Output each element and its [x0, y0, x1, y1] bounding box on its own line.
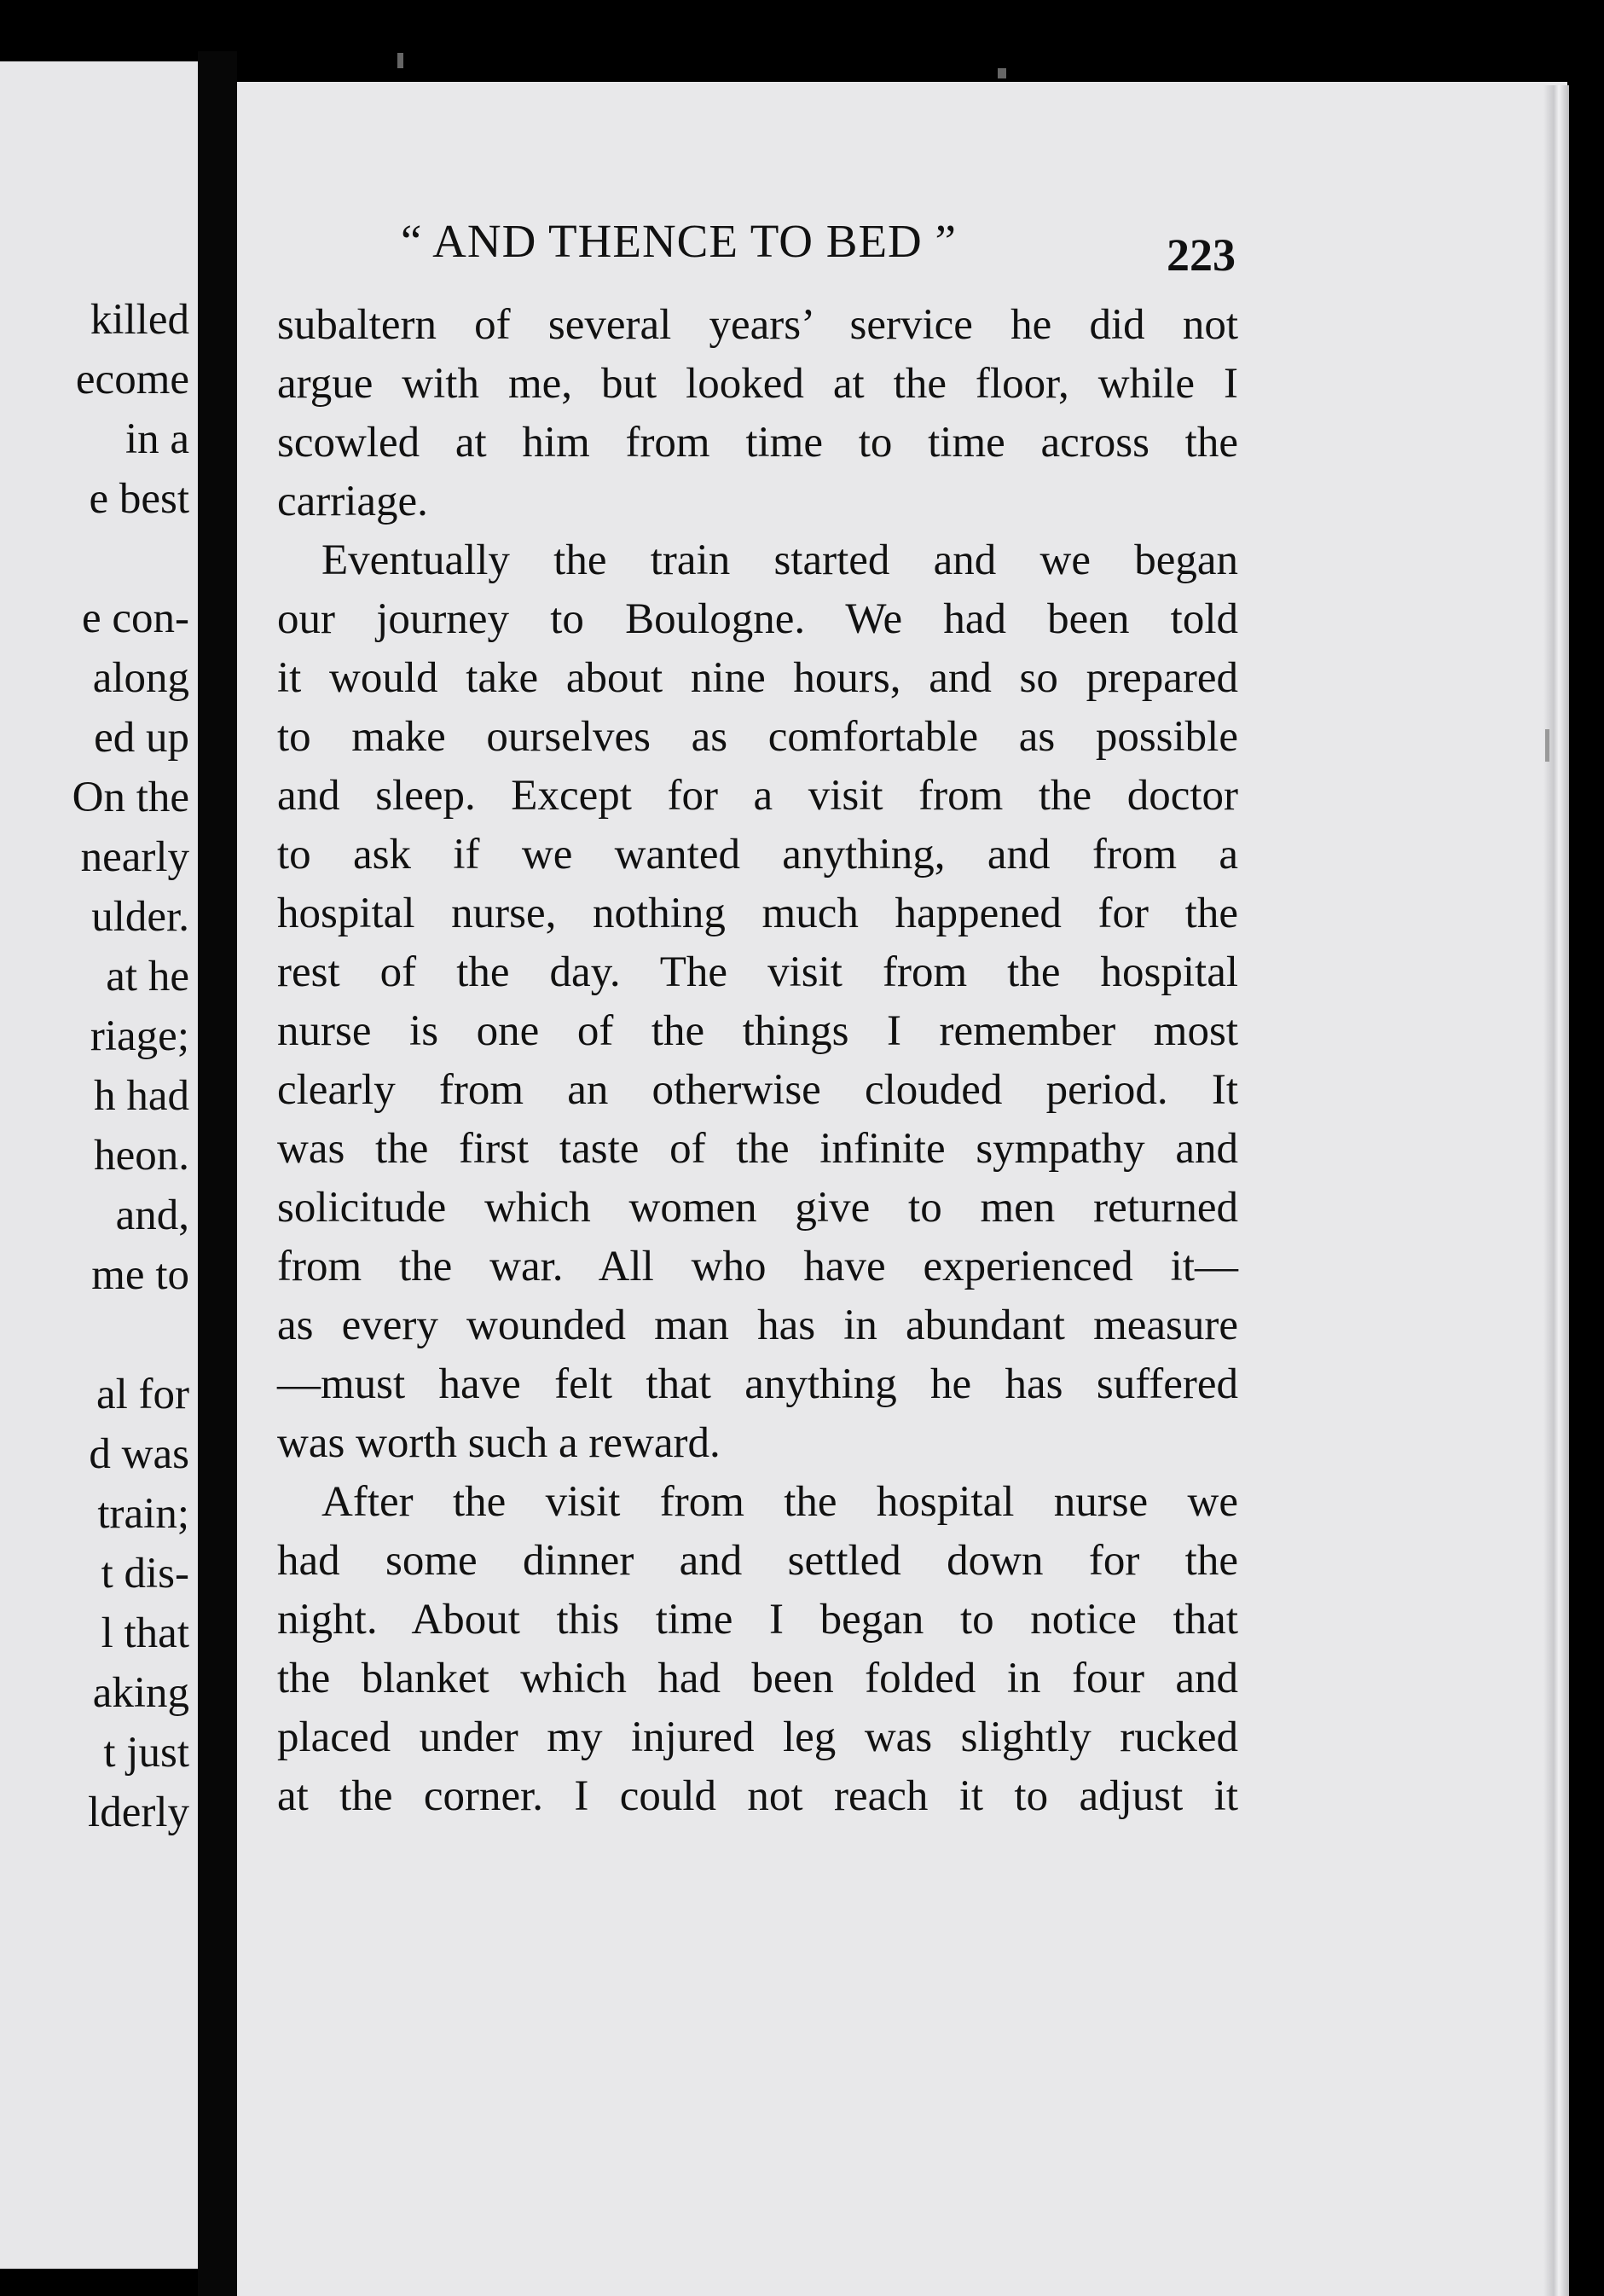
text-line: at the corner. I could not reach it to adjust it [277, 1772, 1238, 1820]
text-line: hospital nurse, nothing much happened for the [277, 890, 1238, 937]
text-line: the blanket which had been folded in four and [277, 1655, 1238, 1702]
left-page-line: at he [106, 953, 189, 1000]
text-line: subaltern of several years’ service he did not [277, 301, 1238, 349]
running-head: “ AND THENCE TO BED ” [401, 215, 957, 267]
left-page-line: train; [97, 1490, 189, 1538]
left-page-line: h had [94, 1072, 189, 1120]
text-line: —must have felt that anything he has suffered [277, 1360, 1238, 1408]
page-number: 223 [1167, 229, 1236, 281]
text-line: and sleep. Except for a visit from the doctor [277, 772, 1238, 820]
left-page-line: me to [91, 1251, 189, 1299]
text-line: as every wounded man has in abundant measure [277, 1302, 1238, 1349]
left-page-line: aking [92, 1669, 189, 1717]
left-page-line: On the [72, 774, 189, 821]
text-line: scowled at him from time to time across the [277, 419, 1238, 467]
left-page-line: heon. [94, 1132, 189, 1180]
left-page-line: e best [89, 475, 189, 523]
text-line: had some dinner and settled down for the [277, 1537, 1238, 1585]
text-line: nurse is one of the things I remember most [277, 1007, 1238, 1055]
text-line: clearly from an otherwise clouded period. It [277, 1066, 1238, 1114]
left-page-line: ecome [75, 356, 189, 403]
left-page-line: ulder. [91, 893, 189, 941]
text-line: solicitude which women give to men returned [277, 1184, 1238, 1232]
left-page-line: along [92, 654, 189, 702]
left-page-line: e con- [81, 594, 189, 642]
text-line: argue with me, but looked at the floor, while I [277, 360, 1238, 408]
text-line: to ask if we wanted anything, and from a [277, 831, 1238, 878]
left-page-line: al for [96, 1371, 189, 1418]
left-page-line: in a [124, 415, 189, 463]
left-page-line: nearly [80, 833, 189, 881]
text-line: it would take about nine hours, and so prepared [277, 654, 1238, 702]
page-edge [1543, 85, 1569, 2296]
left-page-line: t dis- [101, 1550, 189, 1597]
text-line: our journey to Boulogne. We had been told [277, 595, 1238, 643]
left-page-line: and, [115, 1191, 189, 1239]
left-page-line: t just [103, 1729, 189, 1777]
text-line: rest of the day. The visit from the hospital [277, 948, 1238, 996]
scan-speck [397, 53, 403, 68]
text-line: Eventually the train started and we began [321, 536, 1238, 584]
left-page-line: lderly [88, 1789, 189, 1836]
scan-speck [1545, 729, 1549, 762]
scan-speck [998, 68, 1006, 78]
left-page-line: ed up [94, 714, 189, 762]
text-line: night. About this time I began to notice that [277, 1596, 1238, 1644]
text-line: placed under my injured leg was slightly rucked [277, 1713, 1238, 1761]
left-page-line: riage; [90, 1012, 189, 1060]
left-page-line: l that [101, 1609, 189, 1657]
text-line: After the visit from the hospital nurse we [321, 1478, 1238, 1526]
left-page [0, 61, 198, 2269]
left-page-line: killed [90, 296, 189, 344]
left-page-line: d was [89, 1430, 189, 1478]
text-line: carriage. [277, 478, 428, 525]
text-line: from the war. All who have experienced it— [277, 1243, 1238, 1290]
text-line: was the first taste of the infinite sympathy and [277, 1125, 1238, 1173]
text-line: to make ourselves as comfortable as possible [277, 713, 1238, 761]
book-gutter [198, 51, 237, 2296]
text-line: was worth such a reward. [277, 1419, 721, 1467]
